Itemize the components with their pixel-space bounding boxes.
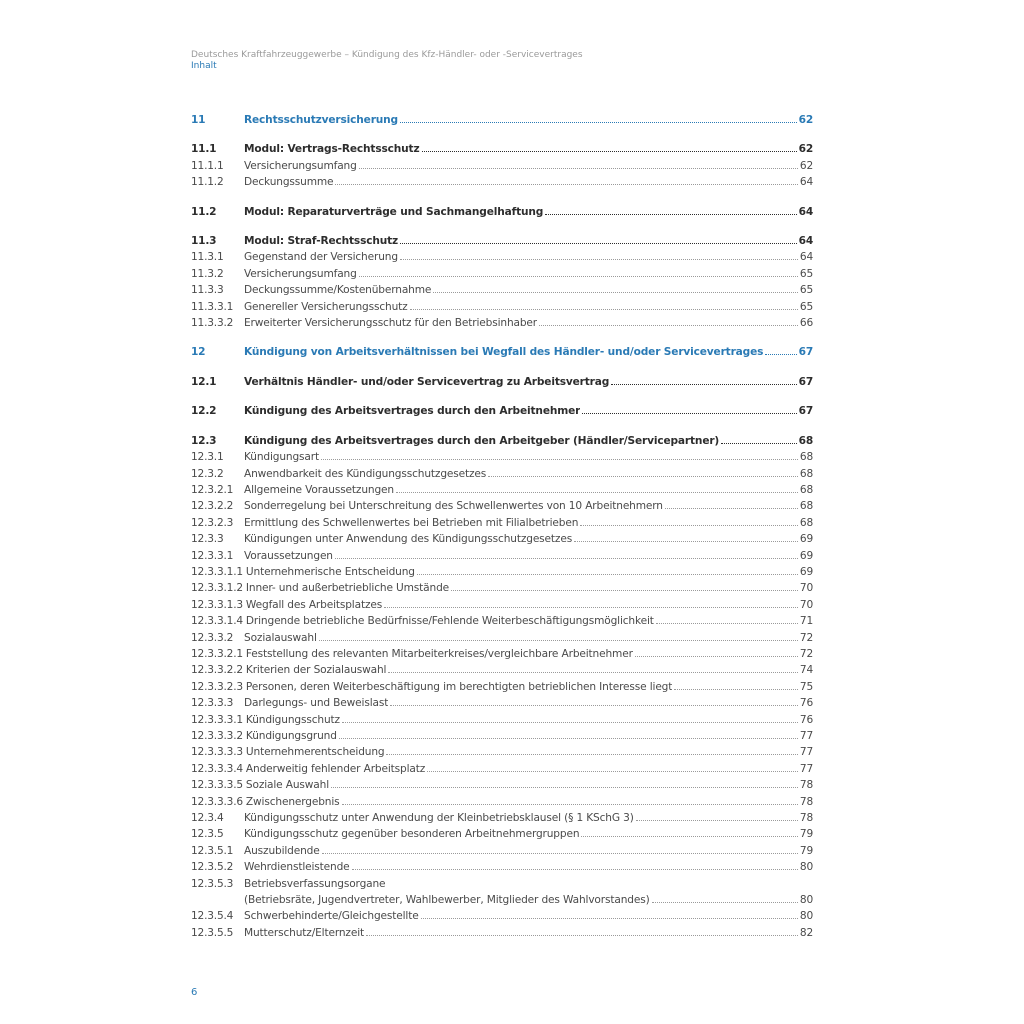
toc-entry-number: 12.3.5.1: [191, 844, 234, 857]
toc-entry-title: Betriebsverfassungsorgane: [244, 877, 386, 890]
toc-entry-page: 68: [799, 516, 813, 529]
toc-entry-page: 75: [799, 680, 813, 693]
toc-entry-number: 11.3.3.2: [191, 317, 234, 330]
toc-entry-number: 12.3.2.1: [191, 483, 234, 496]
toc-entry-title: Versicherungsumfang: [244, 159, 357, 172]
toc-entry-title: Gegenstand der Versicherung: [244, 251, 398, 264]
toc-entry[interactable]: [191, 646, 813, 662]
toc-entry[interactable]: [191, 597, 813, 613]
dot-leader: [342, 804, 798, 805]
toc-entry-page: 80: [799, 910, 813, 923]
toc-entry-page: 67: [798, 375, 813, 388]
toc-entry-number: 12.3.3.3: [191, 697, 234, 710]
toc-entry-title: Darlegungs- und Beweislast: [244, 697, 389, 710]
toc-entry-number: 12.3.5.2: [191, 861, 234, 874]
toc-entry-page: 77: [799, 746, 813, 759]
toc-entry-title: Dringende betriebliche Bedürfnisse/Fehlende Weiterbeschäftigungsmöglichkeit: [245, 615, 654, 628]
dot-leader: [665, 508, 798, 509]
dot-leader: [721, 443, 797, 444]
toc-entry-number: 11.3.3: [191, 284, 224, 297]
toc-entry[interactable]: [191, 515, 813, 531]
dot-leader: [582, 413, 796, 414]
toc-entry-title: Anderweitig fehlender Arbeitsplatz: [245, 762, 426, 775]
toc-entry-title: Kündigungen unter Anwendung des Kündigungsschutzgesetzes: [244, 533, 573, 546]
toc-entry-title: Kündigung des Arbeitsvertrages durch den Arbeitgeber (Händler/Servicepartner): [244, 434, 720, 447]
dot-leader: [488, 476, 798, 477]
toc-entry-page: 68: [798, 434, 813, 447]
dot-leader: [545, 214, 796, 215]
toc-entry-number: 12.3.3.2.1: [191, 647, 243, 660]
toc-entry-number: 12.3.4: [191, 812, 224, 825]
toc-entry[interactable]: [191, 777, 813, 793]
toc-entry-page: 78: [799, 812, 813, 825]
toc-entry-title: Versicherungsumfang: [244, 267, 357, 280]
toc-entry-page: 68: [799, 500, 813, 513]
toc-entry-number: 12.2: [191, 405, 217, 418]
toc-entry-number: 12.3.5.3: [191, 877, 234, 890]
toc-entry-page: 80: [799, 861, 813, 874]
toc-entry-page: 65: [799, 284, 813, 297]
dot-leader: [539, 325, 798, 326]
dot-leader: [335, 558, 798, 559]
dot-leader: [366, 935, 798, 936]
toc-entry[interactable]: [191, 580, 813, 596]
toc-entry-number: 12.3.2.2: [191, 500, 234, 513]
toc-entry-title: Kündigungsschutz gegenüber besonderen Arbeitnehmergruppen: [244, 828, 580, 841]
dot-leader: [451, 590, 798, 591]
toc-entry-title: Sozialauswahl: [244, 631, 317, 644]
toc-entry-number: 11.3.1: [191, 251, 224, 264]
dot-leader: [342, 722, 798, 723]
toc-entry-title: Kündigung von Arbeitsverhältnissen bei Wegfall des Händler- und/oder Servicevertrages: [244, 346, 764, 359]
toc-entry[interactable]: [191, 925, 813, 941]
toc-entry-page: 64: [799, 251, 813, 264]
toc-entry[interactable]: [191, 810, 813, 826]
toc-entry-title: Kündigungsart: [244, 451, 319, 464]
toc-entry-title: Modul: Straf-Rechtsschutz: [244, 235, 399, 248]
dot-leader: [574, 541, 798, 542]
toc-entry-title: Genereller Versicherungsschutz: [244, 300, 408, 313]
toc-entry-number: 12.3: [191, 434, 217, 447]
toc-entry[interactable]: [191, 344, 813, 360]
toc-entry-title: Soziale Auswahl: [245, 779, 329, 792]
toc-entry-title: Schwerbehinderte/Gleichgestellte: [244, 910, 419, 923]
toc-entry-title: Kriterien der Sozialauswahl: [245, 664, 387, 677]
toc-entry-number: 11.3.3.1: [191, 300, 234, 313]
dot-leader: [400, 122, 797, 123]
dot-leader: [635, 656, 798, 657]
toc-entry[interactable]: [191, 548, 813, 564]
dot-leader: [417, 574, 798, 575]
toc-entry-page: 64: [798, 235, 813, 248]
toc-entry-page: 64: [798, 205, 813, 218]
toc-entry[interactable]: [191, 712, 813, 728]
toc-entry-title: Anwendbarkeit des Kündigungsschutzgesetzes: [244, 467, 487, 480]
toc-entry-page: 69: [799, 533, 813, 546]
toc-entry[interactable]: [191, 158, 813, 174]
toc-entry[interactable]: [191, 315, 813, 331]
toc-entry-number: 12.3.3.2.3: [191, 680, 243, 693]
toc-entry-number: 12.3.3.2.2: [191, 664, 243, 677]
toc-entry[interactable]: [191, 466, 813, 482]
toc-entry-number: 12.3.1: [191, 451, 224, 464]
toc-entry-number: 12.3.3.1.3: [191, 598, 243, 611]
toc-entry-page: 65: [799, 267, 813, 280]
toc-entry-number: 11.1: [191, 143, 217, 156]
toc-entry-page: 67: [798, 346, 813, 359]
toc-entry-page: 70: [799, 582, 813, 595]
dot-leader: [339, 738, 798, 739]
toc-entry-page: 74: [799, 664, 813, 677]
toc-entry-title: Modul: Vertrags-Rechtsschutz: [244, 143, 420, 156]
toc-entry[interactable]: [191, 826, 813, 842]
toc-entry-number: 12.1: [191, 375, 217, 388]
toc-entry-number: 11.3: [191, 235, 217, 248]
toc-entry-title: Wegfall des Arbeitsplatzes: [245, 598, 383, 611]
toc-entry-title: Erweiterter Versicherungsschutz für den Betriebsinhaber: [244, 317, 537, 330]
toc-entry-page: 77: [799, 762, 813, 775]
toc-entry-number: 12.3.3.3.2: [191, 730, 243, 742]
toc-entry-page: 71: [799, 615, 813, 628]
toc-entry-page: 76: [799, 697, 813, 710]
toc-entry[interactable]: [191, 141, 813, 157]
toc-entry-title: Deckungssumme/Kostenübernahme: [244, 284, 432, 297]
toc-entry-page: 66: [799, 317, 813, 330]
toc-entry-number: 12.3.3.3.3: [191, 746, 243, 759]
toc-entry-title: Inner- und außerbetriebliche Umstände: [245, 582, 450, 595]
dot-leader: [386, 754, 797, 755]
toc-entry-number: 12.3.3.1: [191, 549, 234, 562]
dot-leader: [352, 869, 798, 870]
toc-entry[interactable]: [191, 613, 813, 629]
toc-entry[interactable]: [191, 630, 813, 646]
dot-leader: [359, 168, 798, 169]
toc-entry[interactable]: [191, 403, 813, 419]
dot-leader: [611, 384, 796, 385]
toc-entry-page: 69: [799, 549, 813, 562]
toc-entry-page: 62: [798, 114, 813, 126]
toc-entry-number: 12.3.3.1.1: [191, 565, 243, 578]
dot-leader: [400, 259, 798, 260]
toc-entry-title: Kündigungsschutz: [245, 713, 340, 726]
toc-entry-title: Sonderregelung bei Unterschreitung des Schwellenwertes von 10 Arbeitnehmern: [244, 500, 663, 513]
dot-leader: [765, 354, 796, 355]
toc-entry-number: 12.3.3.2: [191, 631, 234, 644]
toc-entry-number: 12.3.3.3.5: [191, 779, 243, 792]
toc-entry[interactable]: [191, 908, 813, 924]
page-number: 6: [191, 987, 198, 998]
toc-entry[interactable]: [191, 564, 813, 580]
toc-entry[interactable]: [191, 299, 813, 315]
toc-entry-title: Verhältnis Händler- und/oder Servicevertrag zu Arbeitsvertrag: [244, 375, 610, 388]
dot-leader: [433, 292, 798, 293]
dot-leader: [656, 623, 798, 624]
dot-leader: [388, 672, 798, 673]
toc-entry-title: Mutterschutz/Elternzeit: [244, 926, 365, 939]
toc-entry[interactable]: [191, 859, 813, 875]
toc-entry[interactable]: [191, 449, 813, 465]
toc-entry-title: Rechtsschutzversicherung: [244, 114, 398, 126]
toc-entry[interactable]: [191, 266, 813, 282]
toc-entry-page: 62: [799, 159, 813, 172]
toc-entry-number: 11.2: [191, 205, 217, 218]
toc-entry-title: Ermittlung des Schwellenwertes bei Betrieben mit Filialbetrieben: [244, 516, 579, 529]
toc-entry-title: Feststellung des relevanten Mitarbeiterkreises/vergleichbare Arbeitnehmer: [245, 647, 633, 660]
toc-entry-page: 68: [799, 483, 813, 496]
toc-entry-page: 68: [799, 467, 813, 480]
toc-entry[interactable]: [191, 843, 813, 859]
toc-entry[interactable]: [191, 233, 813, 249]
toc-entry-title: Kündigung des Arbeitsvertrages durch den Arbeitnehmer: [244, 405, 581, 418]
toc-entry-page: 78: [799, 779, 813, 792]
toc-entry[interactable]: [191, 679, 813, 695]
toc-entry-title: Allgemeine Voraussetzungen: [244, 483, 394, 496]
toc-entry-number: 12.3.3.3.6: [191, 795, 243, 808]
toc-entry-page: 72: [799, 631, 813, 644]
toc-entry-title: Voraussetzungen: [244, 549, 333, 562]
toc-entry-title: Modul: Reparaturverträge und Sachmangelhaftung: [244, 205, 544, 218]
toc-entry-number: 12.3.3: [191, 533, 224, 546]
toc-entry-page: 82: [799, 926, 813, 939]
toc-entry-number: 12.3.5.5: [191, 926, 234, 939]
running-header: [191, 50, 583, 72]
dot-leader: [319, 640, 798, 641]
toc-entry-page: 78: [799, 795, 813, 808]
toc-entry[interactable]: [191, 433, 813, 449]
toc-entry-number: 12: [191, 346, 206, 359]
toc-entry[interactable]: [191, 112, 813, 128]
dot-leader: [335, 184, 797, 185]
dot-leader: [652, 902, 798, 903]
toc-entry-number: 12.3.3.1.2: [191, 582, 243, 595]
section-label: Inhalt: [191, 61, 217, 71]
toc-entry-page: 68: [799, 451, 813, 464]
toc-entry-number: 12.3.3.1.4: [191, 615, 243, 628]
toc-entry-page: 79: [799, 844, 813, 857]
dot-leader: [410, 309, 798, 310]
toc-entry[interactable]: [191, 282, 813, 298]
toc-entry[interactable]: [191, 482, 813, 498]
toc-entry-title: Auszubildende: [244, 844, 320, 857]
toc-entry-number: 11: [191, 114, 206, 126]
toc-entry-title: Wehrdienstleistende: [244, 861, 350, 874]
toc-entry-page: 70: [799, 598, 813, 611]
toc-entry-title: Deckungssumme: [244, 176, 334, 189]
toc-entry-page: 67: [798, 405, 813, 418]
toc-entry-title: Unternehmerische Entscheidung: [245, 565, 415, 578]
toc-entry-number: 12.3.2: [191, 467, 224, 480]
toc-entry[interactable]: [191, 794, 813, 810]
toc-entry-number: 12.3.5.4: [191, 910, 234, 923]
toc-entry[interactable]: [191, 174, 813, 190]
dot-leader: [580, 525, 798, 526]
table-of-contents: [191, 112, 813, 941]
toc-entry[interactable]: [191, 498, 813, 514]
dot-leader: [674, 689, 798, 690]
toc-entry-number: 11.1.1: [191, 159, 224, 172]
toc-entry[interactable]: [191, 744, 813, 760]
toc-entry-page: 62: [798, 143, 813, 156]
toc-entry[interactable]: [191, 374, 813, 390]
toc-entry-title: (Betriebsräte, Jugendvertreter, Wahlbewerber, Mitglieder des Wahlvorstandes): [244, 894, 650, 907]
toc-entry-page: 80: [799, 894, 813, 907]
toc-entry[interactable]: [191, 662, 813, 678]
toc-entry-page: 65: [799, 300, 813, 313]
toc-entry-number: 12.3.3.3.4: [191, 762, 243, 775]
toc-entry[interactable]: [191, 761, 813, 777]
dot-leader: [422, 151, 797, 152]
toc-entry-title: Unternehmerentscheidung: [245, 746, 385, 759]
dot-leader: [390, 705, 798, 706]
toc-entry-number: 12.3.2.3: [191, 516, 234, 529]
dot-leader: [331, 787, 798, 788]
dot-leader: [400, 243, 797, 244]
toc-entry-page: 79: [799, 828, 813, 841]
toc-entry-number: 11.1.2: [191, 176, 224, 189]
dot-leader: [359, 276, 798, 277]
dot-leader: [396, 492, 798, 493]
toc-entry-page: 76: [799, 713, 813, 726]
dot-leader: [636, 820, 798, 821]
toc-entry-page: 72: [799, 647, 813, 660]
toc-entry-title: Personen, deren Weiterbeschäftigung im berechtigten betrieblichen Interesse liegt: [245, 680, 673, 693]
toc-entry-number: 12.3.5: [191, 828, 224, 841]
toc-entry[interactable]: [191, 876, 813, 892]
dot-leader: [421, 918, 798, 919]
toc-entry-page: 69: [799, 565, 813, 578]
dot-leader: [322, 853, 798, 854]
dot-leader: [581, 836, 798, 837]
toc-entry[interactable]: [191, 728, 813, 744]
toc-entry[interactable]: [191, 892, 813, 908]
toc-entry-title: Zwischenergebnis: [245, 795, 340, 808]
toc-entry[interactable]: [191, 695, 813, 711]
dot-leader: [384, 607, 798, 608]
toc-entry-title: Kündigungsschutz unter Anwendung der Kleinbetriebsklausel (§ 1 KSchG 3): [244, 812, 634, 825]
toc-entry-page: 77: [799, 730, 813, 742]
document-title: Deutsches Kraftfahrzeuggewerbe – Kündigung des Kfz-Händler- oder -Servicevertrages: [191, 50, 583, 60]
toc-entry-title: Kündigungsgrund: [245, 730, 337, 742]
toc-entry[interactable]: [191, 531, 813, 547]
toc-entry-page: 64: [799, 176, 813, 189]
dot-leader: [427, 771, 798, 772]
toc-entry-number: 12.3.3.3.1: [191, 713, 243, 726]
toc-entry[interactable]: [191, 204, 813, 220]
toc-entry[interactable]: [191, 249, 813, 265]
dot-leader: [321, 459, 798, 460]
toc-entry-number: 11.3.2: [191, 267, 224, 280]
